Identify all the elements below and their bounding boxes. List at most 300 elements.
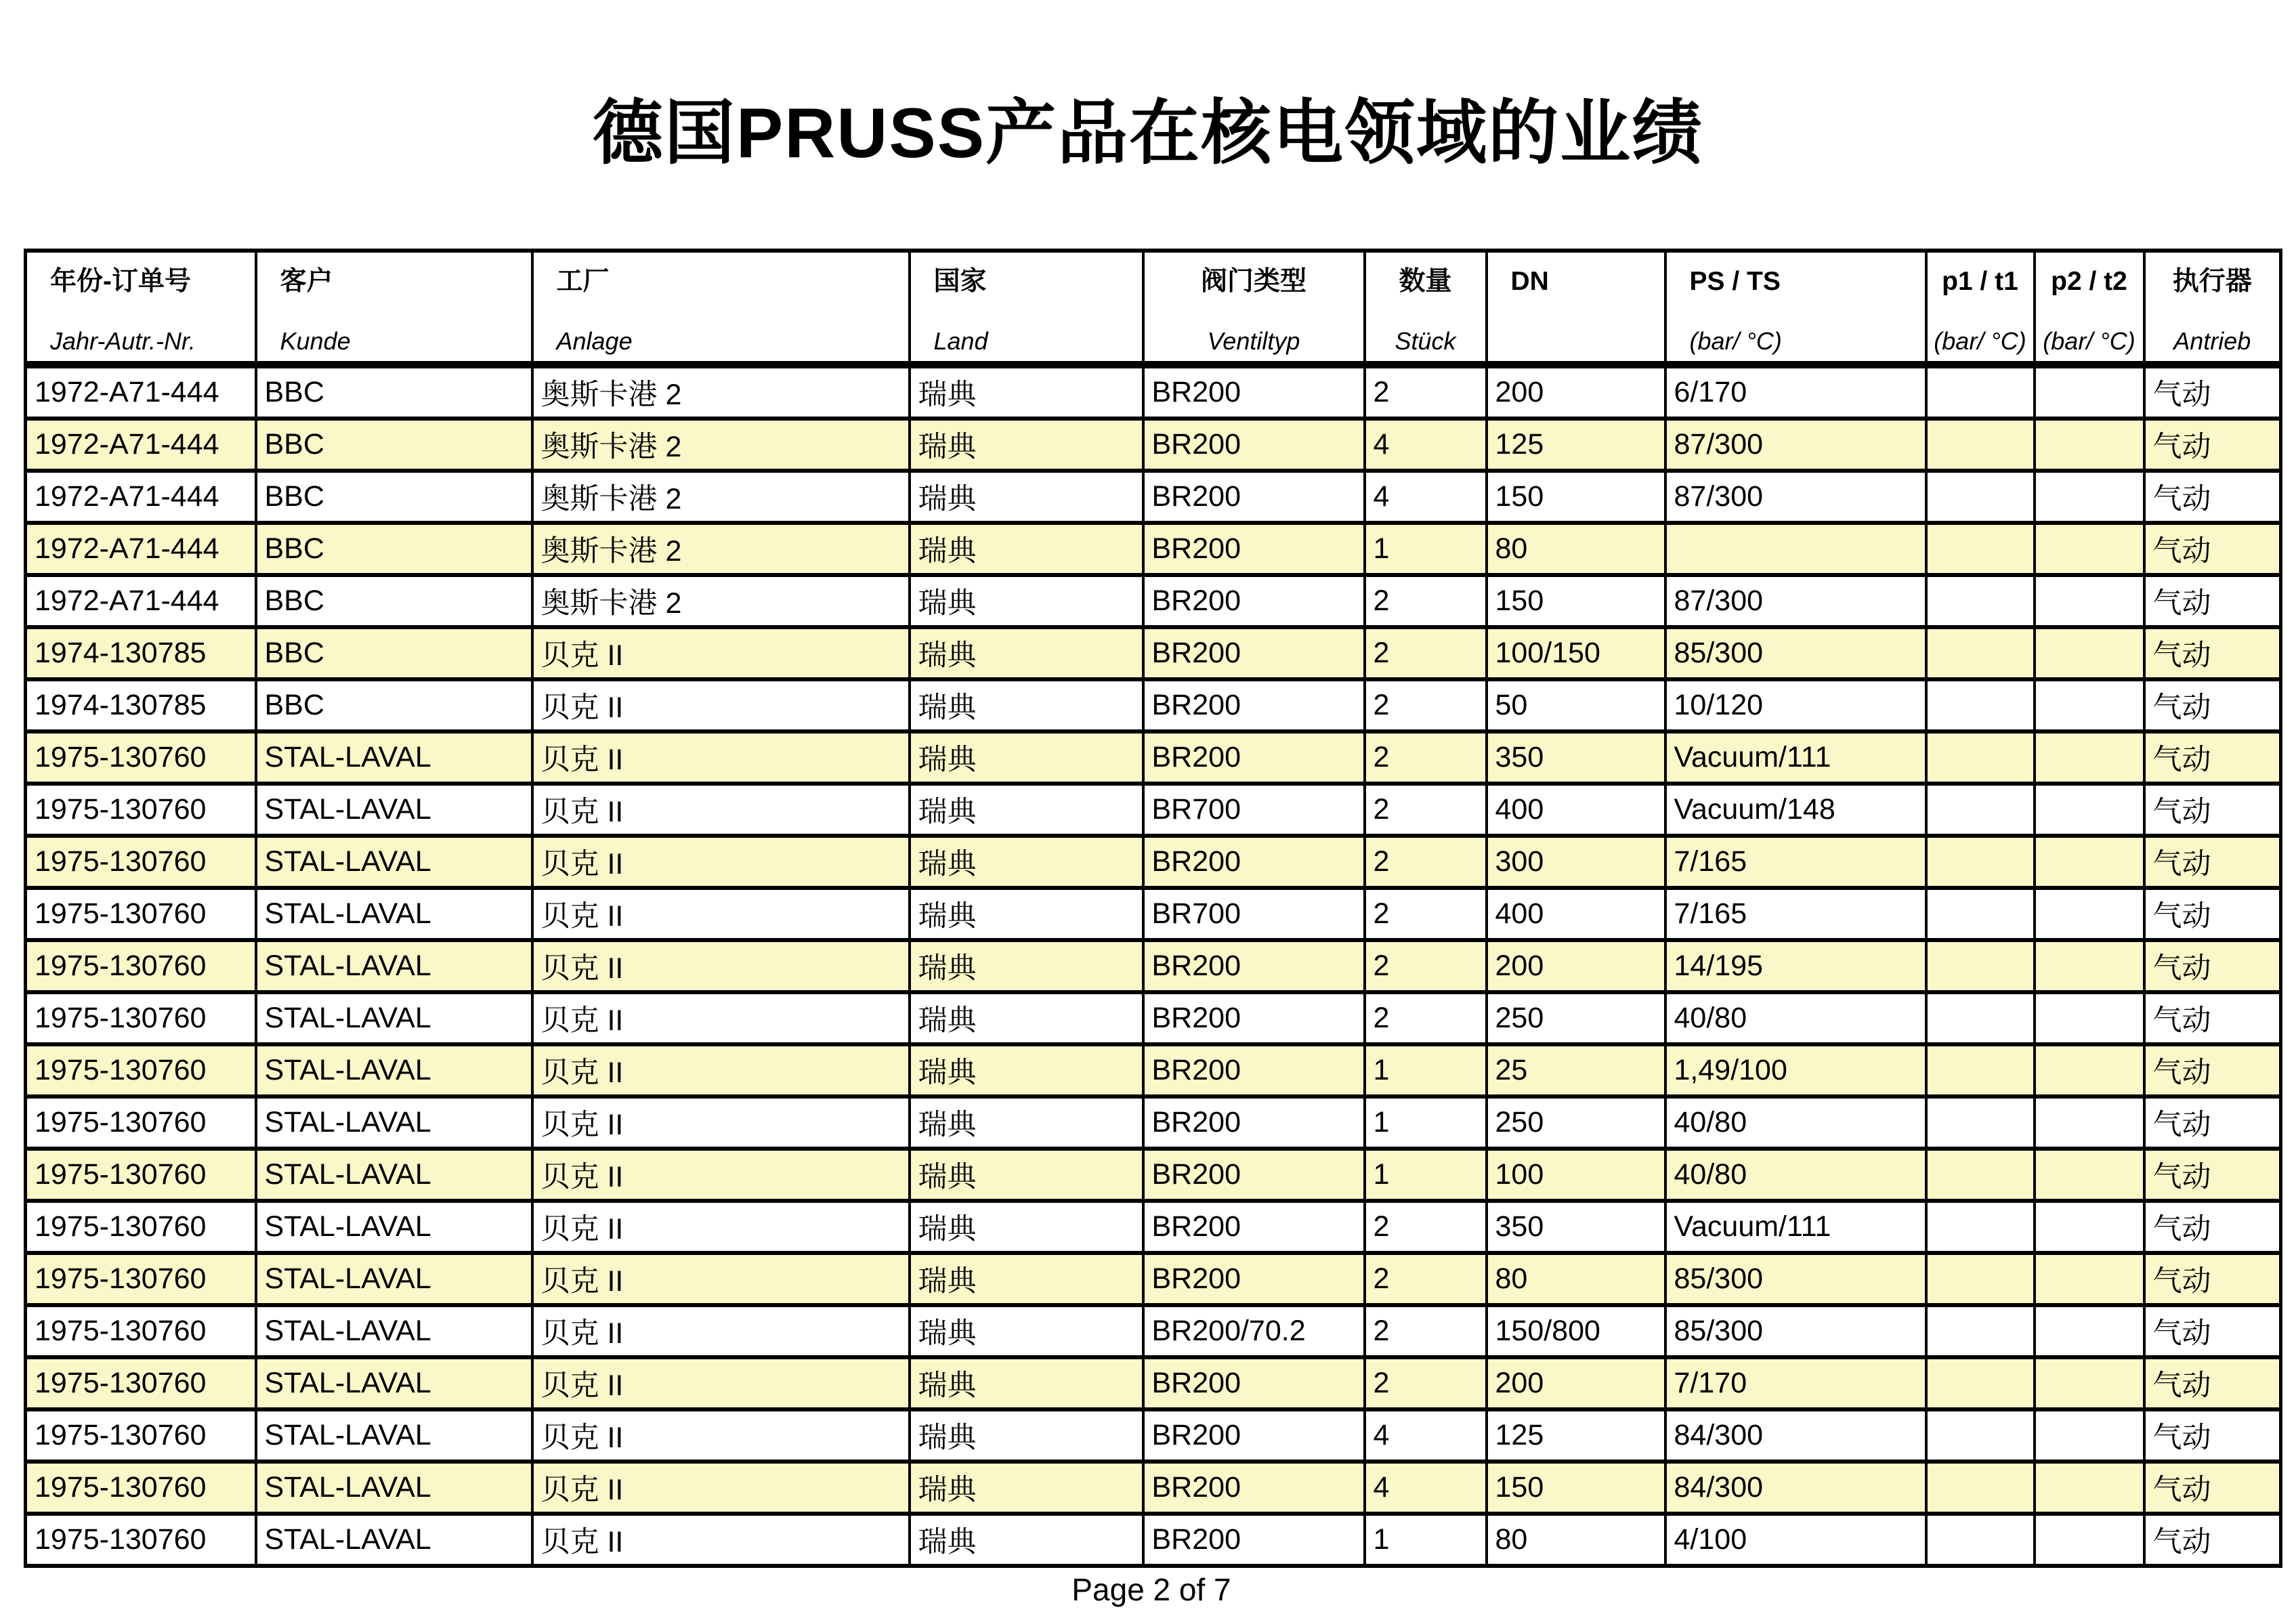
cell-r17-c1: 1975-130760 xyxy=(26,1201,256,1253)
cell-r22-c11: 气动 xyxy=(2144,1462,2281,1514)
cell-r15-c11: 气动 xyxy=(2144,1097,2281,1149)
cell-r8-c5: BR200 xyxy=(1143,731,1365,784)
cell-r23-c8: 4/100 xyxy=(1665,1514,1926,1566)
cell-r11-c8: 7/165 xyxy=(1665,888,1926,940)
cell-r19-c6: 2 xyxy=(1365,1305,1487,1357)
cell-r16-c9 xyxy=(1926,1149,2035,1201)
cell-r13-c4: 瑞典 xyxy=(910,992,1143,1044)
cell-r20-c7: 200 xyxy=(1487,1357,1665,1409)
column-header-5 xyxy=(1365,251,1487,365)
cell-r12-c1: 1975-130760 xyxy=(26,940,256,992)
table-row xyxy=(26,784,2281,836)
cell-r20-c8: 7/170 xyxy=(1665,1357,1926,1409)
cell-r3-c7: 150 xyxy=(1487,471,1665,523)
cell-r7-c5: BR200 xyxy=(1143,679,1365,731)
cell-r19-c5: BR200/70.2 xyxy=(1143,1305,1365,1357)
cell-r20-c10 xyxy=(2035,1357,2144,1409)
cell-r4-c7: 80 xyxy=(1487,523,1665,575)
cell-r13-c7: 250 xyxy=(1487,992,1665,1044)
column-header-9 xyxy=(2035,251,2144,365)
cell-r12-c5: BR200 xyxy=(1143,940,1365,992)
cell-r8-c10 xyxy=(2035,731,2144,784)
cell-r6-c2: BBC xyxy=(256,627,532,679)
cell-r8-c6: 2 xyxy=(1365,731,1487,784)
cell-r14-c3: 贝克 II xyxy=(532,1044,910,1097)
cell-r23-c9 xyxy=(1926,1514,2035,1566)
cell-r7-c8: 10/120 xyxy=(1665,679,1926,731)
cell-r2-c3: 奥斯卡港 2 xyxy=(532,419,910,471)
cell-r19-c1: 1975-130760 xyxy=(26,1305,256,1357)
cell-r10-c5: BR200 xyxy=(1143,836,1365,888)
cell-r7-c10 xyxy=(2035,679,2144,731)
cell-r3-c2: BBC xyxy=(256,471,532,523)
cell-r6-c5: BR200 xyxy=(1143,627,1365,679)
cell-r19-c9 xyxy=(1926,1305,2035,1357)
cell-r21-c2: STAL-LAVAL xyxy=(256,1409,532,1462)
cell-r21-c9 xyxy=(1926,1409,2035,1462)
column-header-sublabel: Ventiltyp xyxy=(1207,326,1300,355)
table-row xyxy=(26,419,2281,471)
cell-r10-c9 xyxy=(1926,836,2035,888)
cell-r18-c7: 80 xyxy=(1487,1253,1665,1305)
cell-r5-c8: 87/300 xyxy=(1665,575,1926,627)
cell-r7-c6: 2 xyxy=(1365,679,1487,731)
column-header-sublabel: Anlage xyxy=(556,326,633,355)
cell-r1-c6: 2 xyxy=(1365,365,1487,419)
page-number: Page 2 of 7 xyxy=(1071,1572,1231,1607)
cell-r6-c7: 100/150 xyxy=(1487,627,1665,679)
cell-r9-c6: 2 xyxy=(1365,784,1487,836)
column-header-label: 年份-订单号 xyxy=(50,267,191,296)
cell-r12-c11: 气动 xyxy=(2144,940,2281,992)
cell-r19-c10 xyxy=(2035,1305,2144,1357)
cell-r18-c3: 贝克 II xyxy=(532,1253,910,1305)
cell-r20-c3: 贝克 II xyxy=(532,1357,910,1409)
cell-r6-c8: 85/300 xyxy=(1665,627,1926,679)
cell-r13-c6: 2 xyxy=(1365,992,1487,1044)
cell-r17-c6: 2 xyxy=(1365,1201,1487,1253)
cell-r15-c7: 250 xyxy=(1487,1097,1665,1149)
cell-r5-c2: BBC xyxy=(256,575,532,627)
cell-r5-c3: 奥斯卡港 2 xyxy=(532,575,910,627)
cell-r19-c11: 气动 xyxy=(2144,1305,2281,1357)
cell-r15-c2: STAL-LAVAL xyxy=(256,1097,532,1149)
cell-r14-c4: 瑞典 xyxy=(910,1044,1143,1097)
cell-r9-c5: BR700 xyxy=(1143,784,1365,836)
cell-r16-c5: BR200 xyxy=(1143,1149,1365,1201)
cell-r11-c11: 气动 xyxy=(2144,888,2281,940)
cell-r5-c1: 1972-A71-444 xyxy=(26,575,256,627)
cell-r10-c1: 1975-130760 xyxy=(26,836,256,888)
cell-r12-c4: 瑞典 xyxy=(910,940,1143,992)
cell-r2-c10 xyxy=(2035,419,2144,471)
cell-r3-c3: 奥斯卡港 2 xyxy=(532,471,910,523)
cell-r13-c1: 1975-130760 xyxy=(26,992,256,1044)
cell-r20-c5: BR200 xyxy=(1143,1357,1365,1409)
cell-r18-c6: 2 xyxy=(1365,1253,1487,1305)
cell-r7-c2: BBC xyxy=(256,679,532,731)
table-row xyxy=(26,523,2281,575)
cell-r23-c4: 瑞典 xyxy=(910,1514,1143,1566)
column-header-7 xyxy=(1665,251,1926,365)
cell-r11-c3: 贝克 II xyxy=(532,888,910,940)
cell-r1-c3: 奥斯卡港 2 xyxy=(532,365,910,419)
table-row xyxy=(26,1462,2281,1514)
cell-r21-c6: 4 xyxy=(1365,1409,1487,1462)
cell-r5-c7: 150 xyxy=(1487,575,1665,627)
cell-r22-c5: BR200 xyxy=(1143,1462,1365,1514)
cell-r22-c4: 瑞典 xyxy=(910,1462,1143,1514)
cell-r22-c1: 1975-130760 xyxy=(26,1462,256,1514)
cell-r2-c6: 4 xyxy=(1365,419,1487,471)
cell-r4-c6: 1 xyxy=(1365,523,1487,575)
cell-r5-c5: BR200 xyxy=(1143,575,1365,627)
column-header-label: PS / TS xyxy=(1689,267,1781,296)
cell-r9-c10 xyxy=(2035,784,2144,836)
cell-r15-c8: 40/80 xyxy=(1665,1097,1926,1149)
table-header-row xyxy=(26,251,2281,365)
cell-r14-c11: 气动 xyxy=(2144,1044,2281,1097)
cell-r3-c1: 1972-A71-444 xyxy=(26,471,256,523)
column-header-label: DN xyxy=(1510,267,1549,296)
column-header-label: 国家 xyxy=(933,267,987,296)
table-row xyxy=(26,1409,2281,1462)
cell-r18-c4: 瑞典 xyxy=(910,1253,1143,1305)
column-header-sublabel: Jahr-Autr.-Nr. xyxy=(50,326,196,355)
cell-r12-c10 xyxy=(2035,940,2144,992)
table-row xyxy=(26,471,2281,523)
reference-list-table xyxy=(24,249,2282,1568)
cell-r16-c1: 1975-130760 xyxy=(26,1149,256,1201)
cell-r10-c7: 300 xyxy=(1487,836,1665,888)
column-header-label: 工厂 xyxy=(556,267,610,296)
cell-r1-c9 xyxy=(1926,365,2035,419)
cell-r7-c1: 1974-130785 xyxy=(26,679,256,731)
column-header-label: 阀门类型 xyxy=(1200,267,1306,296)
cell-r23-c11: 气动 xyxy=(2144,1514,2281,1566)
cell-r1-c7: 200 xyxy=(1487,365,1665,419)
column-header-2 xyxy=(532,251,910,365)
table-row xyxy=(26,731,2281,784)
cell-r20-c1: 1975-130760 xyxy=(26,1357,256,1409)
cell-r15-c6: 1 xyxy=(1365,1097,1487,1149)
cell-r17-c7: 350 xyxy=(1487,1201,1665,1253)
table-row xyxy=(26,1305,2281,1357)
table-row xyxy=(26,1044,2281,1097)
cell-r23-c10 xyxy=(2035,1514,2144,1566)
table-row xyxy=(26,1097,2281,1149)
cell-r18-c5: BR200 xyxy=(1143,1253,1365,1305)
cell-r23-c5: BR200 xyxy=(1143,1514,1365,1566)
cell-r14-c1: 1975-130760 xyxy=(26,1044,256,1097)
cell-r11-c9 xyxy=(1926,888,2035,940)
cell-r21-c8: 84/300 xyxy=(1665,1409,1926,1462)
cell-r1-c2: BBC xyxy=(256,365,532,419)
cell-r6-c10 xyxy=(2035,627,2144,679)
cell-r10-c8: 7/165 xyxy=(1665,836,1926,888)
cell-r9-c8: Vacuum/148 xyxy=(1665,784,1926,836)
cell-r16-c2: STAL-LAVAL xyxy=(256,1149,532,1201)
cell-r6-c11: 气动 xyxy=(2144,627,2281,679)
column-header-sublabel: Stück xyxy=(1395,326,1456,355)
cell-r14-c7: 25 xyxy=(1487,1044,1665,1097)
cell-r8-c8: Vacuum/111 xyxy=(1665,731,1926,784)
cell-r21-c11: 气动 xyxy=(2144,1409,2281,1462)
column-header-3 xyxy=(910,251,1143,365)
cell-r16-c3: 贝克 II xyxy=(532,1149,910,1201)
cell-r8-c1: 1975-130760 xyxy=(26,731,256,784)
cell-r18-c2: STAL-LAVAL xyxy=(256,1253,532,1305)
cell-r18-c9 xyxy=(1926,1253,2035,1305)
column-header-sublabel: Land xyxy=(933,326,988,355)
cell-r23-c1: 1975-130760 xyxy=(26,1514,256,1566)
cell-r7-c4: 瑞典 xyxy=(910,679,1143,731)
page-title: 德国PRUSS产品在核电领域的业绩 xyxy=(592,94,1704,173)
cell-r15-c5: BR200 xyxy=(1143,1097,1365,1149)
table-row xyxy=(26,679,2281,731)
cell-r11-c5: BR700 xyxy=(1143,888,1365,940)
cell-r1-c5: BR200 xyxy=(1143,365,1365,419)
cell-r7-c9 xyxy=(1926,679,2035,731)
table-row xyxy=(26,1357,2281,1409)
cell-r14-c5: BR200 xyxy=(1143,1044,1365,1097)
cell-r3-c9 xyxy=(1926,471,2035,523)
cell-r5-c4: 瑞典 xyxy=(910,575,1143,627)
cell-r6-c3: 贝克 II xyxy=(532,627,910,679)
cell-r9-c2: STAL-LAVAL xyxy=(256,784,532,836)
cell-r20-c11: 气动 xyxy=(2144,1357,2281,1409)
cell-r2-c2: BBC xyxy=(256,419,532,471)
cell-r11-c10 xyxy=(2035,888,2144,940)
cell-r18-c8: 85/300 xyxy=(1665,1253,1926,1305)
column-header-sublabel: Kunde xyxy=(280,326,351,355)
cell-r11-c6: 2 xyxy=(1365,888,1487,940)
cell-r4-c10 xyxy=(2035,523,2144,575)
column-header-label: 数量 xyxy=(1399,267,1452,296)
cell-r23-c2: STAL-LAVAL xyxy=(256,1514,532,1566)
cell-r23-c6: 1 xyxy=(1365,1514,1487,1566)
cell-r3-c10 xyxy=(2035,471,2144,523)
cell-r22-c10 xyxy=(2035,1462,2144,1514)
cell-r2-c11: 气动 xyxy=(2144,419,2281,471)
cell-r9-c11: 气动 xyxy=(2144,784,2281,836)
cell-r4-c5: BR200 xyxy=(1143,523,1365,575)
cell-r19-c4: 瑞典 xyxy=(910,1305,1143,1357)
cell-r7-c7: 50 xyxy=(1487,679,1665,731)
cell-r14-c10 xyxy=(2035,1044,2144,1097)
cell-r14-c8: 1,49/100 xyxy=(1665,1044,1926,1097)
column-header-sublabel: (bar/ °C) xyxy=(1689,326,1782,355)
cell-r4-c9 xyxy=(1926,523,2035,575)
column-header-10 xyxy=(2144,251,2281,365)
column-header-4 xyxy=(1143,251,1365,365)
table-row xyxy=(26,1514,2281,1566)
cell-r6-c1: 1974-130785 xyxy=(26,627,256,679)
cell-r23-c3: 贝克 II xyxy=(532,1514,910,1566)
cell-r13-c3: 贝克 II xyxy=(532,992,910,1044)
cell-r19-c3: 贝克 II xyxy=(532,1305,910,1357)
cell-r18-c1: 1975-130760 xyxy=(26,1253,256,1305)
cell-r17-c3: 贝克 II xyxy=(532,1201,910,1253)
cell-r11-c2: STAL-LAVAL xyxy=(256,888,532,940)
table-row xyxy=(26,575,2281,627)
cell-r20-c2: STAL-LAVAL xyxy=(256,1357,532,1409)
cell-r15-c9 xyxy=(1926,1097,2035,1149)
cell-r5-c6: 2 xyxy=(1365,575,1487,627)
cell-r8-c9 xyxy=(1926,731,2035,784)
cell-r16-c10 xyxy=(2035,1149,2144,1201)
cell-r22-c6: 4 xyxy=(1365,1462,1487,1514)
column-header-label: 客户 xyxy=(280,267,333,296)
column-header-6 xyxy=(1487,251,1665,365)
cell-r12-c9 xyxy=(1926,940,2035,992)
column-header-label: p2 / t2 xyxy=(2051,267,2127,296)
cell-r13-c8: 40/80 xyxy=(1665,992,1926,1044)
table-row xyxy=(26,1253,2281,1305)
cell-r18-c10 xyxy=(2035,1253,2144,1305)
cell-r1-c8: 6/170 xyxy=(1665,365,1926,419)
cell-r22-c7: 150 xyxy=(1487,1462,1665,1514)
cell-r17-c4: 瑞典 xyxy=(910,1201,1143,1253)
table-row xyxy=(26,365,2281,419)
cell-r2-c1: 1972-A71-444 xyxy=(26,419,256,471)
cell-r17-c5: BR200 xyxy=(1143,1201,1365,1253)
cell-r5-c9 xyxy=(1926,575,2035,627)
cell-r15-c10 xyxy=(2035,1097,2144,1149)
cell-r1-c10 xyxy=(2035,365,2144,419)
cell-r12-c8: 14/195 xyxy=(1665,940,1926,992)
table-row xyxy=(26,1201,2281,1253)
cell-r10-c2: STAL-LAVAL xyxy=(256,836,532,888)
cell-r10-c6: 2 xyxy=(1365,836,1487,888)
cell-r13-c2: STAL-LAVAL xyxy=(256,992,532,1044)
cell-r17-c2: STAL-LAVAL xyxy=(256,1201,532,1253)
cell-r19-c7: 150/800 xyxy=(1487,1305,1665,1357)
cell-r4-c3: 奥斯卡港 2 xyxy=(532,523,910,575)
cell-r14-c9 xyxy=(1926,1044,2035,1097)
cell-r4-c11: 气动 xyxy=(2144,523,2281,575)
column-header-sublabel: (bar/ °C) xyxy=(2043,326,2135,355)
cell-r21-c5: BR200 xyxy=(1143,1409,1365,1462)
cell-r8-c4: 瑞典 xyxy=(910,731,1143,784)
cell-r14-c2: STAL-LAVAL xyxy=(256,1044,532,1097)
table-row xyxy=(26,1149,2281,1201)
table-row xyxy=(26,836,2281,888)
cell-r2-c4: 瑞典 xyxy=(910,419,1143,471)
cell-r21-c4: 瑞典 xyxy=(910,1409,1143,1462)
cell-r12-c6: 2 xyxy=(1365,940,1487,992)
cell-r17-c11: 气动 xyxy=(2144,1201,2281,1253)
cell-r21-c7: 125 xyxy=(1487,1409,1665,1462)
cell-r10-c3: 贝克 II xyxy=(532,836,910,888)
cell-r11-c4: 瑞典 xyxy=(910,888,1143,940)
cell-r22-c8: 84/300 xyxy=(1665,1462,1926,1514)
column-header-8 xyxy=(1926,251,2035,365)
cell-r17-c8: Vacuum/111 xyxy=(1665,1201,1926,1253)
cell-r8-c3: 贝克 II xyxy=(532,731,910,784)
table-row xyxy=(26,940,2281,992)
cell-r2-c8: 87/300 xyxy=(1665,419,1926,471)
cell-r13-c9 xyxy=(1926,992,2035,1044)
cell-r13-c5: BR200 xyxy=(1143,992,1365,1044)
cell-r2-c5: BR200 xyxy=(1143,419,1365,471)
column-header-sublabel: Antrieb xyxy=(2173,326,2251,355)
cell-r3-c4: 瑞典 xyxy=(910,471,1143,523)
cell-r22-c2: STAL-LAVAL xyxy=(256,1462,532,1514)
cell-r22-c3: 贝克 II xyxy=(532,1462,910,1514)
column-header-1 xyxy=(256,251,532,365)
cell-r15-c3: 贝克 II xyxy=(532,1097,910,1149)
cell-r11-c7: 400 xyxy=(1487,888,1665,940)
cell-r23-c7: 80 xyxy=(1487,1514,1665,1566)
cell-r1-c11: 气动 xyxy=(2144,365,2281,419)
table-row xyxy=(26,627,2281,679)
cell-r16-c6: 1 xyxy=(1365,1149,1487,1201)
cell-r17-c9 xyxy=(1926,1201,2035,1253)
table-row xyxy=(26,992,2281,1044)
cell-r3-c8: 87/300 xyxy=(1665,471,1926,523)
cell-r5-c11: 气动 xyxy=(2144,575,2281,627)
column-header-0 xyxy=(26,251,256,365)
cell-r17-c10 xyxy=(2035,1201,2144,1253)
cell-r20-c9 xyxy=(1926,1357,2035,1409)
cell-r9-c1: 1975-130760 xyxy=(26,784,256,836)
cell-r20-c4: 瑞典 xyxy=(910,1357,1143,1409)
cell-r10-c4: 瑞典 xyxy=(910,836,1143,888)
cell-r15-c1: 1975-130760 xyxy=(26,1097,256,1149)
cell-r8-c2: STAL-LAVAL xyxy=(256,731,532,784)
cell-r4-c4: 瑞典 xyxy=(910,523,1143,575)
cell-r7-c11: 气动 xyxy=(2144,679,2281,731)
cell-r8-c7: 350 xyxy=(1487,731,1665,784)
cell-r9-c4: 瑞典 xyxy=(910,784,1143,836)
column-header-label: p1 / t1 xyxy=(1942,267,2018,296)
cell-r14-c6: 1 xyxy=(1365,1044,1487,1097)
table-row xyxy=(26,888,2281,940)
cell-r6-c9 xyxy=(1926,627,2035,679)
cell-r13-c10 xyxy=(2035,992,2144,1044)
cell-r19-c8: 85/300 xyxy=(1665,1305,1926,1357)
column-header-label: 执行器 xyxy=(2172,267,2252,296)
cell-r7-c3: 贝克 II xyxy=(532,679,910,731)
cell-r21-c10 xyxy=(2035,1409,2144,1462)
cell-r13-c11: 气动 xyxy=(2144,992,2281,1044)
cell-r4-c1: 1972-A71-444 xyxy=(26,523,256,575)
cell-r1-c4: 瑞典 xyxy=(910,365,1143,419)
cell-r16-c11: 气动 xyxy=(2144,1149,2281,1201)
cell-r11-c1: 1975-130760 xyxy=(26,888,256,940)
cell-r16-c4: 瑞典 xyxy=(910,1149,1143,1201)
cell-r10-c11: 气动 xyxy=(2144,836,2281,888)
cell-r21-c3: 贝克 II xyxy=(532,1409,910,1462)
cell-r3-c5: BR200 xyxy=(1143,471,1365,523)
cell-r9-c7: 400 xyxy=(1487,784,1665,836)
cell-r1-c1: 1972-A71-444 xyxy=(26,365,256,419)
cell-r3-c6: 4 xyxy=(1365,471,1487,523)
cell-r19-c2: STAL-LAVAL xyxy=(256,1305,532,1357)
cell-r9-c3: 贝克 II xyxy=(532,784,910,836)
cell-r18-c11: 气动 xyxy=(2144,1253,2281,1305)
cell-r12-c3: 贝克 II xyxy=(532,940,910,992)
cell-r4-c2: BBC xyxy=(256,523,532,575)
cell-r8-c11: 气动 xyxy=(2144,731,2281,784)
cell-r10-c10 xyxy=(2035,836,2144,888)
cell-r4-c8 xyxy=(1665,523,1926,575)
cell-r20-c6: 2 xyxy=(1365,1357,1487,1409)
column-header-sublabel: (bar/ °C) xyxy=(1934,326,2026,355)
cell-r2-c9 xyxy=(1926,419,2035,471)
cell-r6-c6: 2 xyxy=(1365,627,1487,679)
